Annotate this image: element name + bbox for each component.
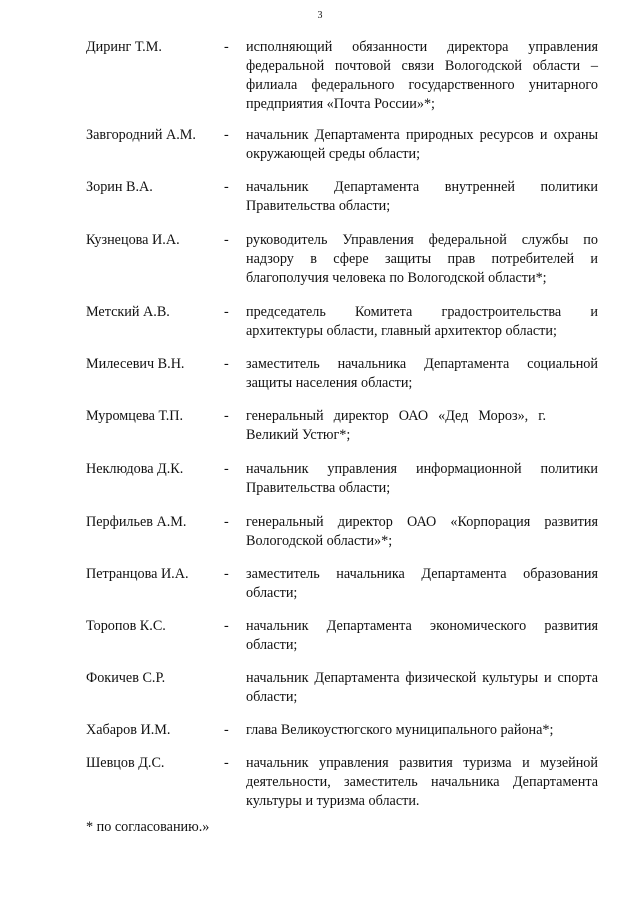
member-name: Перфильев А.М. — [86, 514, 187, 530]
list-item — [0, 303, 640, 341]
list-item — [0, 617, 640, 655]
page-number: 3 — [317, 10, 323, 21]
dash-separator: - — [224, 755, 229, 771]
member-name: Фокичев С.Р. — [86, 670, 166, 686]
dash-separator: - — [224, 179, 229, 195]
member-description: начальник Департамента физической культуры и спорта области; — [246, 670, 598, 705]
member-name: Диринг Т.М. — [86, 39, 162, 55]
list-item — [0, 721, 640, 740]
member-name: Кузнецова И.А. — [86, 232, 180, 248]
list-item — [0, 513, 640, 551]
dash-separator: - — [224, 514, 229, 530]
member-description: генеральный директор ОАО «Корпорация развития Вологодской области»*; — [246, 514, 598, 549]
member-name: Милесевич В.Н. — [86, 356, 185, 372]
member-name: Хабаров И.М. — [86, 722, 171, 738]
member-name: Метский А.В. — [86, 304, 170, 320]
member-description: заместитель начальника Департамента образования области; — [246, 566, 598, 601]
dash-separator: - — [224, 232, 229, 248]
member-description: генеральный директор ОАО «Дед Мороз», г. Великий Устюг*; — [246, 408, 546, 443]
dash-separator: - — [224, 408, 229, 424]
member-description: исполняющий обязанности директора управления федеральной почтовой связи Вологодской области – филиала федерального государственного унитарного предприятия «Почта России»*; — [246, 39, 598, 112]
member-description: руководитель Управления федеральной службы по надзору в сфере защиты прав потребителей и благополучия человека по Вологодской области*; — [246, 232, 598, 286]
list-item — [0, 754, 640, 811]
member-description: начальник управления информационной политики Правительства области; — [246, 461, 598, 496]
list-item — [0, 565, 640, 603]
member-name: Неклюдова Д.К. — [86, 461, 184, 477]
footnote: * по согласованию.» — [86, 819, 210, 835]
dash-separator: - — [224, 304, 229, 320]
list-item — [0, 38, 640, 114]
list-item — [0, 126, 640, 164]
member-name: Шевцов Д.С. — [86, 755, 165, 771]
member-description: начальник Департамента экономического развития области; — [246, 618, 598, 653]
member-name: Зорин В.А. — [86, 179, 153, 195]
list-item — [0, 407, 640, 445]
list-item — [0, 231, 640, 288]
dash-separator: - — [224, 722, 229, 738]
dash-separator: - — [224, 461, 229, 477]
list-item — [0, 355, 640, 393]
member-name: Петранцова И.А. — [86, 566, 189, 582]
list-item — [0, 460, 640, 498]
member-description: начальник управления развития туризма и музейной деятельности, заместитель начальника Департамента культуры и туризма области. — [246, 755, 598, 809]
member-description: заместитель начальника Департамента социальной защиты населения области; — [246, 356, 598, 391]
member-description: начальник Департамента природных ресурсов и охраны окружающей среды области; — [246, 127, 598, 162]
dash-separator: - — [224, 39, 229, 55]
member-description: глава Великоустюгского муниципального района*; — [246, 722, 554, 738]
dash-separator: - — [224, 127, 229, 143]
member-description: начальник Департамента внутренней политики Правительства области; — [246, 179, 598, 214]
list-item — [0, 178, 640, 216]
dash-separator: - — [224, 356, 229, 372]
member-name: Муромцева Т.П. — [86, 408, 184, 424]
dash-separator: - — [224, 618, 229, 634]
member-description: председатель Комитета градостроительства и архитектуры области, главный архитектор области; — [246, 304, 598, 339]
member-name: Торопов К.С. — [86, 618, 166, 634]
member-list — [0, 38, 640, 811]
member-name: Завгородний А.М. — [86, 127, 196, 143]
dash-separator: - — [224, 566, 229, 582]
list-item — [0, 669, 640, 707]
